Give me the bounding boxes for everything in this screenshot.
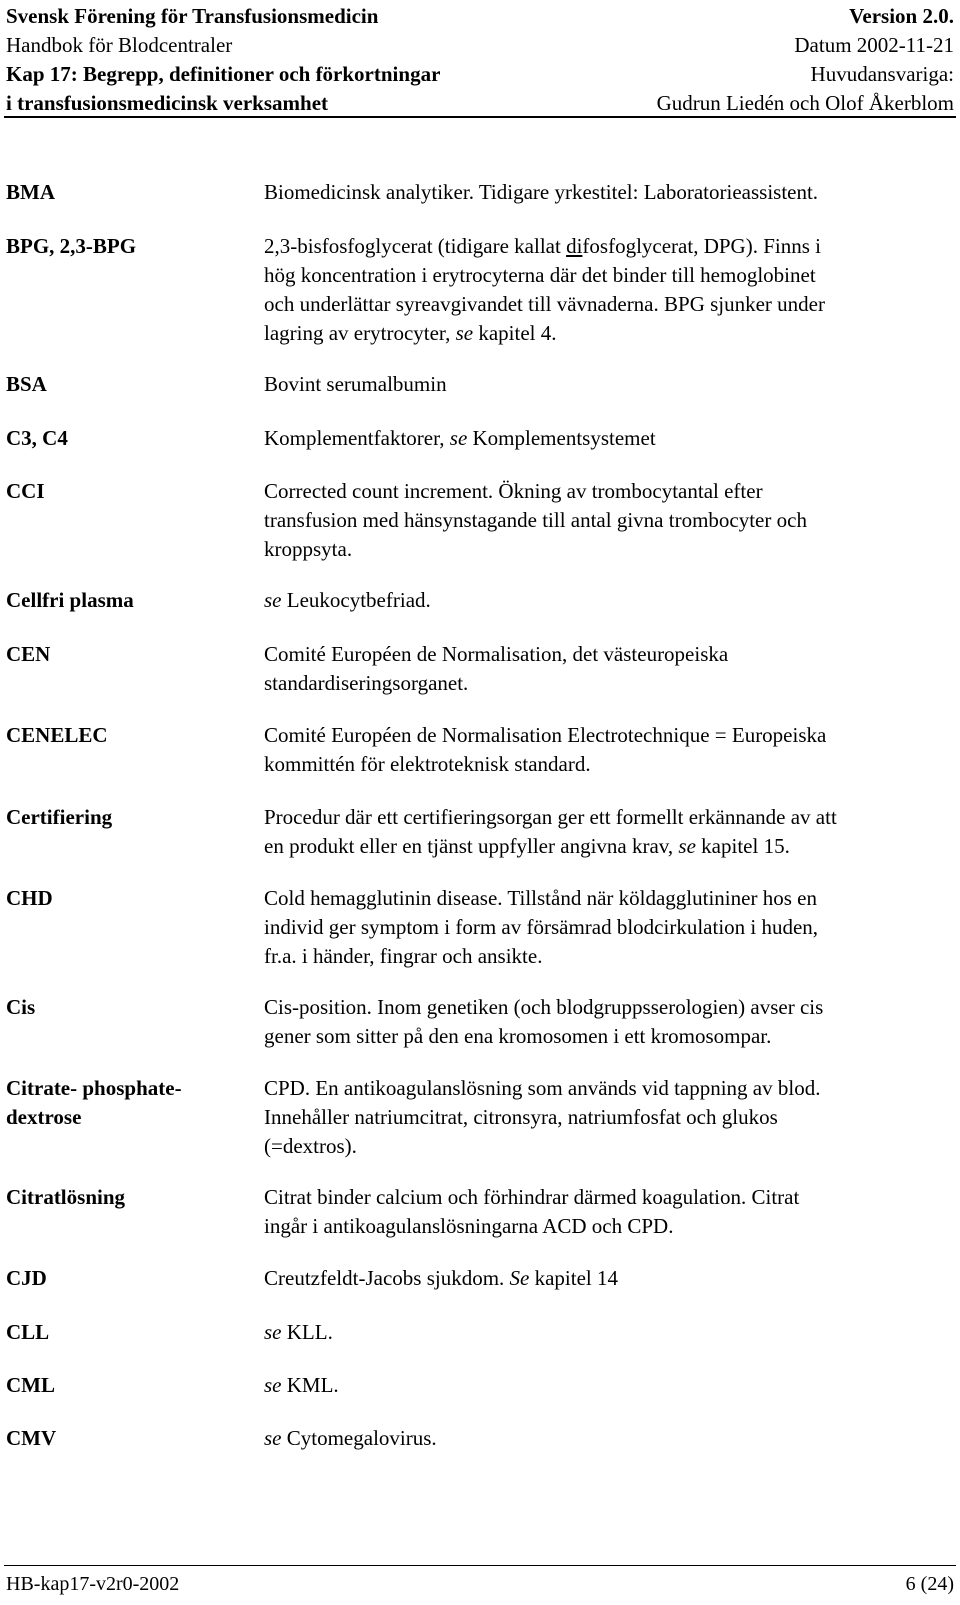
definition-line: Biomedicinsk analytiker. Tidigare yrkestitel: Laboratorieassistent. xyxy=(264,180,819,204)
definition-line: (=dextros). xyxy=(264,1134,357,1158)
definition-chd xyxy=(264,884,954,971)
footer-page-number: 6 (24) xyxy=(905,1573,954,1595)
definition-bpg xyxy=(264,232,954,348)
definition-line: se KLL. xyxy=(264,1320,333,1344)
definition-line: Citrat binder calcium och förhindrar därmed koagulation. Citrat xyxy=(264,1185,800,1209)
definition-cis xyxy=(264,993,954,1051)
definition-bsa xyxy=(264,370,954,399)
definition-line: Comité Européen de Normalisation Electrotechnique = Europeiska xyxy=(264,723,827,747)
definition-line: kommittén för elektroteknisk standard. xyxy=(264,752,591,776)
definition-cll xyxy=(264,1318,954,1347)
term-bpg: BPG, 2,3-BPG xyxy=(6,234,137,258)
definition-line: se Cytomegalovirus. xyxy=(264,1426,437,1450)
definition-line: se Leukocytbefriad. xyxy=(264,588,431,612)
definition-cml xyxy=(264,1371,954,1400)
term-citrate-phosphate-dextrose xyxy=(6,1074,182,1132)
definition-cenelec xyxy=(264,721,954,779)
term-cen: CEN xyxy=(6,642,51,666)
header-version: Version 2.0. xyxy=(849,4,954,28)
term-c3-c4: C3, C4 xyxy=(6,426,68,450)
definition-line: se KML. xyxy=(264,1373,339,1397)
definition-line: individ ger symptom i form av försämrad blodcirkulation i huden, xyxy=(264,915,819,939)
definition-line: lagring av erytrocyter, se kapitel 4. xyxy=(264,321,557,345)
header-date: Datum 2002-11-21 xyxy=(794,33,954,57)
header-responsible-label: Huvudansvariga: xyxy=(810,62,954,86)
definition-cjd xyxy=(264,1264,954,1293)
definition-cci xyxy=(264,477,954,564)
term-bsa: BSA xyxy=(6,372,47,396)
definition-cellfri-plasma xyxy=(264,586,954,615)
definition-line: CPD. En antikoagulanslösning som används vid tappning av blod. xyxy=(264,1076,821,1100)
definition-line: gener som sitter på den ena kromosomen i ett kromosompar. xyxy=(264,1024,772,1048)
footer-doc-id: HB-kap17-v2r0-2002 xyxy=(6,1573,180,1595)
term-cll: CLL xyxy=(6,1320,50,1344)
definition-cmv xyxy=(264,1424,954,1453)
term-cml: CML xyxy=(6,1373,55,1397)
definition-line: transfusion med hänsynstagande till antal givna trombocyter och xyxy=(264,508,807,532)
term-line: dextrose xyxy=(6,1105,82,1129)
header-chapter-line2: i transfusionsmedicinsk verksamhet xyxy=(6,91,329,115)
definition-line: Komplementfaktorer, se Komplementsystemet xyxy=(264,426,656,450)
definition-line: 2,3-bisfosfoglycerat (tidigare kallat difosfoglycerat, DPG). Finns i xyxy=(264,234,821,258)
definition-bma xyxy=(264,178,954,207)
definition-line: Creutzfeldt-Jacobs sjukdom. Se kapitel 14 xyxy=(264,1266,619,1290)
header-handbook: Handbok för Blodcentraler xyxy=(6,33,233,57)
term-cenelec: CENELEC xyxy=(6,723,108,747)
footer-divider xyxy=(4,1565,956,1566)
definition-line: Cis-position. Inom genetiken (och blodgruppsserologien) avser cis xyxy=(264,995,824,1019)
definition-citrate-phosphate-dextrose xyxy=(264,1074,954,1161)
definition-line: Bovint serumalbumin xyxy=(264,372,447,396)
header-chapter-line1: Kap 17: Begrepp, definitioner och förkortningar xyxy=(6,62,441,86)
term-cci: CCI xyxy=(6,479,45,503)
term-citratlosning: Citratlösning xyxy=(6,1185,126,1209)
definition-citratlosning xyxy=(264,1183,954,1241)
definition-line: Comité Européen de Normalisation, det västeuropeiska xyxy=(264,642,729,666)
page-header xyxy=(6,2,954,118)
term-cmv: CMV xyxy=(6,1426,57,1450)
definition-line: och underlättar syreavgivandet till vävnaderna. BPG sjunker under xyxy=(264,292,825,316)
page-footer xyxy=(6,1570,954,1598)
definition-c3-c4 xyxy=(264,424,954,453)
definition-line: en produkt eller en tjänst uppfyller angivna krav, se kapitel 15. xyxy=(264,834,790,858)
definition-line: Cold hemagglutinin disease. Tillstånd när köldagglutininer hos en xyxy=(264,886,817,910)
header-responsible-names: Gudrun Liedén och Olof Åkerblom xyxy=(656,91,954,115)
definition-line: hög koncentration i erytrocyterna där det binder till hemoglobinet xyxy=(264,263,816,287)
definition-line: Innehåller natriumcitrat, citronsyra, natriumfosfat och glukos xyxy=(264,1105,778,1129)
term-bma: BMA xyxy=(6,180,55,204)
definition-line: Procedur där ett certifieringsorgan ger ett formellt erkännande av att xyxy=(264,805,837,829)
definition-line: standardiseringsorganet. xyxy=(264,671,469,695)
term-cis: Cis xyxy=(6,995,36,1019)
term-line: Citrate- phosphate- xyxy=(6,1076,182,1100)
definition-line: fr.a. i händer, fingrar och ansikte. xyxy=(264,944,543,968)
term-cellfri-plasma: Cellfri plasma xyxy=(6,588,134,612)
header-org: Svensk Förening för Transfusionsmedicin xyxy=(6,4,379,28)
definition-line: kroppsyta. xyxy=(264,537,353,561)
definition-certifiering xyxy=(264,803,954,861)
term-chd: CHD xyxy=(6,886,53,910)
definition-line: Corrected count increment. Ökning av trombocytantal efter xyxy=(264,479,763,503)
term-cjd: CJD xyxy=(6,1266,47,1290)
definition-cen xyxy=(264,640,954,698)
term-certifiering: Certifiering xyxy=(6,805,113,829)
definition-line: ingår i antikoagulanslösningarna ACD och CPD. xyxy=(264,1214,674,1238)
header-divider xyxy=(4,116,956,118)
